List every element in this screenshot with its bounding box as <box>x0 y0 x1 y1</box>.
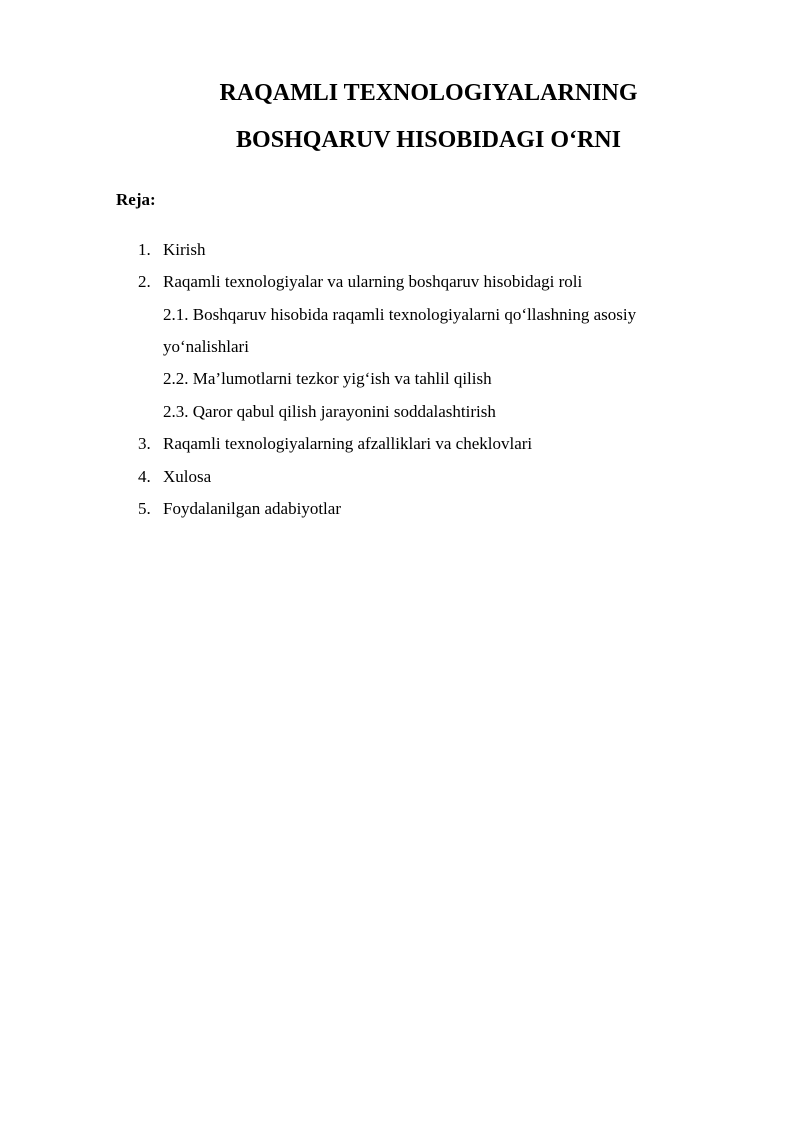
list-item-number: 4. <box>138 467 151 486</box>
list-item-text: Raqamli texnologiyalarning afzalliklari va cheklovlari <box>163 434 533 453</box>
list-item-text: yo‘nalishlari <box>163 337 249 356</box>
list-item-text: 2.1. Boshqaruv hisobida raqamli texnologiyalarni qo‘llashning asosiy <box>163 305 637 324</box>
list-item-number: 2. <box>138 272 151 291</box>
document-title-line-1: RAQAMLI TEXNOLOGIYALARNING <box>219 80 638 106</box>
list-item-text: 2.3. Qaror qabul qilish jarayonini soddalashtirish <box>163 402 496 421</box>
list-item-text: Raqamli texnologiyalar va ularning boshqaruv hisobidagi roli <box>163 272 583 291</box>
list-item-number: 3. <box>138 434 151 453</box>
list-item-text: Xulosa <box>163 467 212 486</box>
list-item-number: 5. <box>138 499 151 518</box>
list-item-text: 2.2. Ma’lumotlarni tezkor yig‘ish va tahlil qilish <box>163 369 492 388</box>
document-title-line-2: BOSHQARUV HISOBIDAGI O‘RNI <box>236 127 621 153</box>
list-item-text: Kirish <box>163 240 206 259</box>
list-item-text: Foydalanilgan adabiyotlar <box>163 499 341 518</box>
list-item-number: 1. <box>138 240 151 259</box>
plan-heading: Reja: <box>116 190 156 209</box>
